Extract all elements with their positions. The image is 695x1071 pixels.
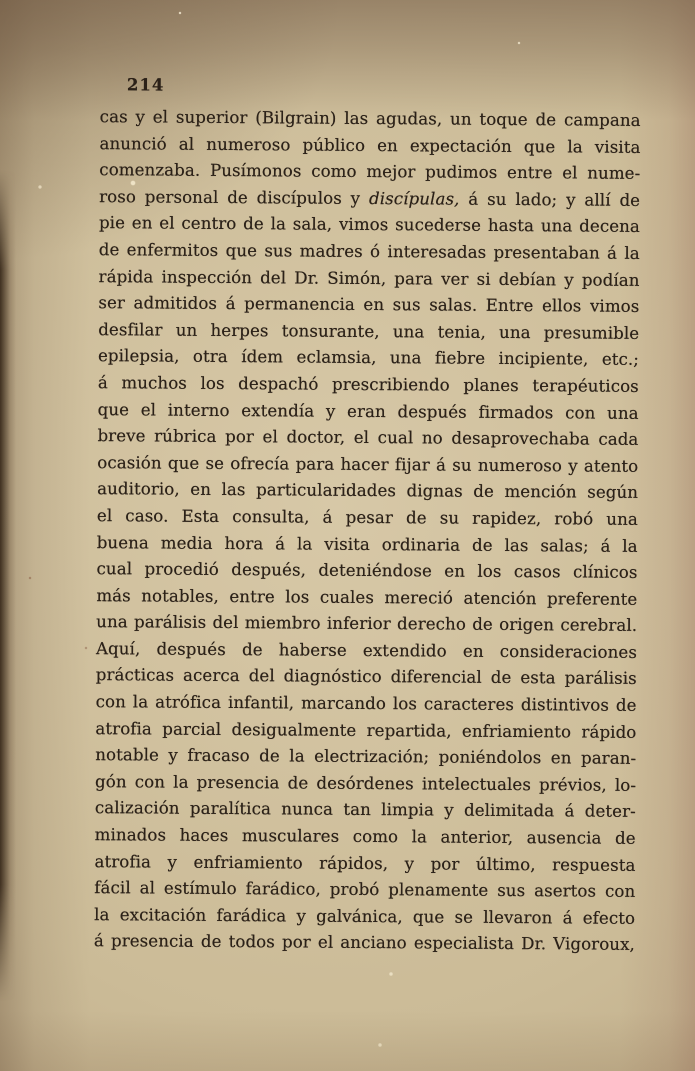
text-line: calización paralítica nunca tan limpia y delimitada á deter- (94, 798, 636, 822)
text-line: cual procedió después, deteniéndose en los casos clínicos (96, 559, 638, 582)
text-line: ocasión que se ofrecía para hacer fijar á su numeroso y atento (97, 452, 639, 476)
text-line: comenzaba. Pusímonos como mejor pudimos entre el nume- (99, 160, 641, 184)
text-line: rápida inspección del Dr. Simón, para ver si debían y podían (98, 266, 640, 290)
text-line: de enfermitos que sus madres ó interesadas presentaban á la (98, 240, 640, 263)
binding-shadow (0, 170, 16, 1001)
text-line: más notables, entre los cuales mereció atención preferente (96, 585, 638, 609)
text-line: fácil al estímulo farádico, probó plenamente sus asertos con (94, 878, 636, 902)
text-line: buena media hora á la visita ordinaria de las salas; á la (96, 532, 638, 556)
text-line: la excitación farádica y galvánica, que se llevaron á efecto (94, 904, 636, 928)
text-line: atrofia parcial desigualmente repartida, enfriamiento rápido (95, 718, 637, 742)
page-number: 214 (126, 75, 165, 95)
text-line: minados haces musculares como la anterior, ausencia de (94, 825, 636, 848)
text-line: pie en el centro de la sala, vimos sucederse hasta una decena (98, 213, 641, 237)
text-line: el caso. Esta consulta, á pesar de su rapidez, robó una (96, 506, 638, 529)
page-content (94, 75, 641, 959)
text-line: una parálisis del miembro inferior derecho de origen cerebral. (96, 612, 638, 636)
text-line: Aquí, después de haberse extendido en consideraciones (95, 638, 638, 662)
text-line: roso personal de discípulos y discípulas, á su lado; y allí de (99, 186, 641, 210)
text-line: con la atrófica infantil, marcando los caracteres distintivos de (95, 692, 637, 715)
text-line: á presencia de todos por el anciano especialista Dr. Vigoroux, (93, 931, 636, 955)
text-line: desfilar un herpes tonsurante, una tenia, una presumible (98, 319, 640, 343)
text-line: atrofia y enfriamiento rápidos, y por último, respuesta (94, 851, 636, 875)
text-line: anunció al numeroso público en expectación que la visita (99, 133, 641, 157)
text-line: ser admitidos á permanencia en sus salas. Entre ellos vimos (98, 293, 640, 317)
text-line: cas y el superior (Bilgrain) las agudas, un toque de campana (99, 107, 641, 130)
text-line: á muchos los despachó prescribiendo planes terapéuticos (97, 373, 639, 396)
text-line: gón con la presencia de desórdenes intelectuales prévios, lo- (95, 771, 637, 795)
text-line: auditorio, en las particularidades dignas de mención según (97, 479, 639, 503)
text-line: notable y fracaso de la electrización; poniéndolos en paran- (95, 745, 637, 769)
text-line: que el interno extendía y eran después firmados con una (97, 399, 639, 423)
text-line: breve rúbrica por el doctor, el cual no desaprovechaba cada (97, 426, 639, 450)
text-line: prácticas acerca del diagnóstico diferencial de esta parálisis (95, 665, 637, 689)
text-line: epilepsia, otra ídem eclamsia, una fiebre incipiente, etc.; (97, 346, 640, 370)
page-text-block (94, 104, 641, 959)
